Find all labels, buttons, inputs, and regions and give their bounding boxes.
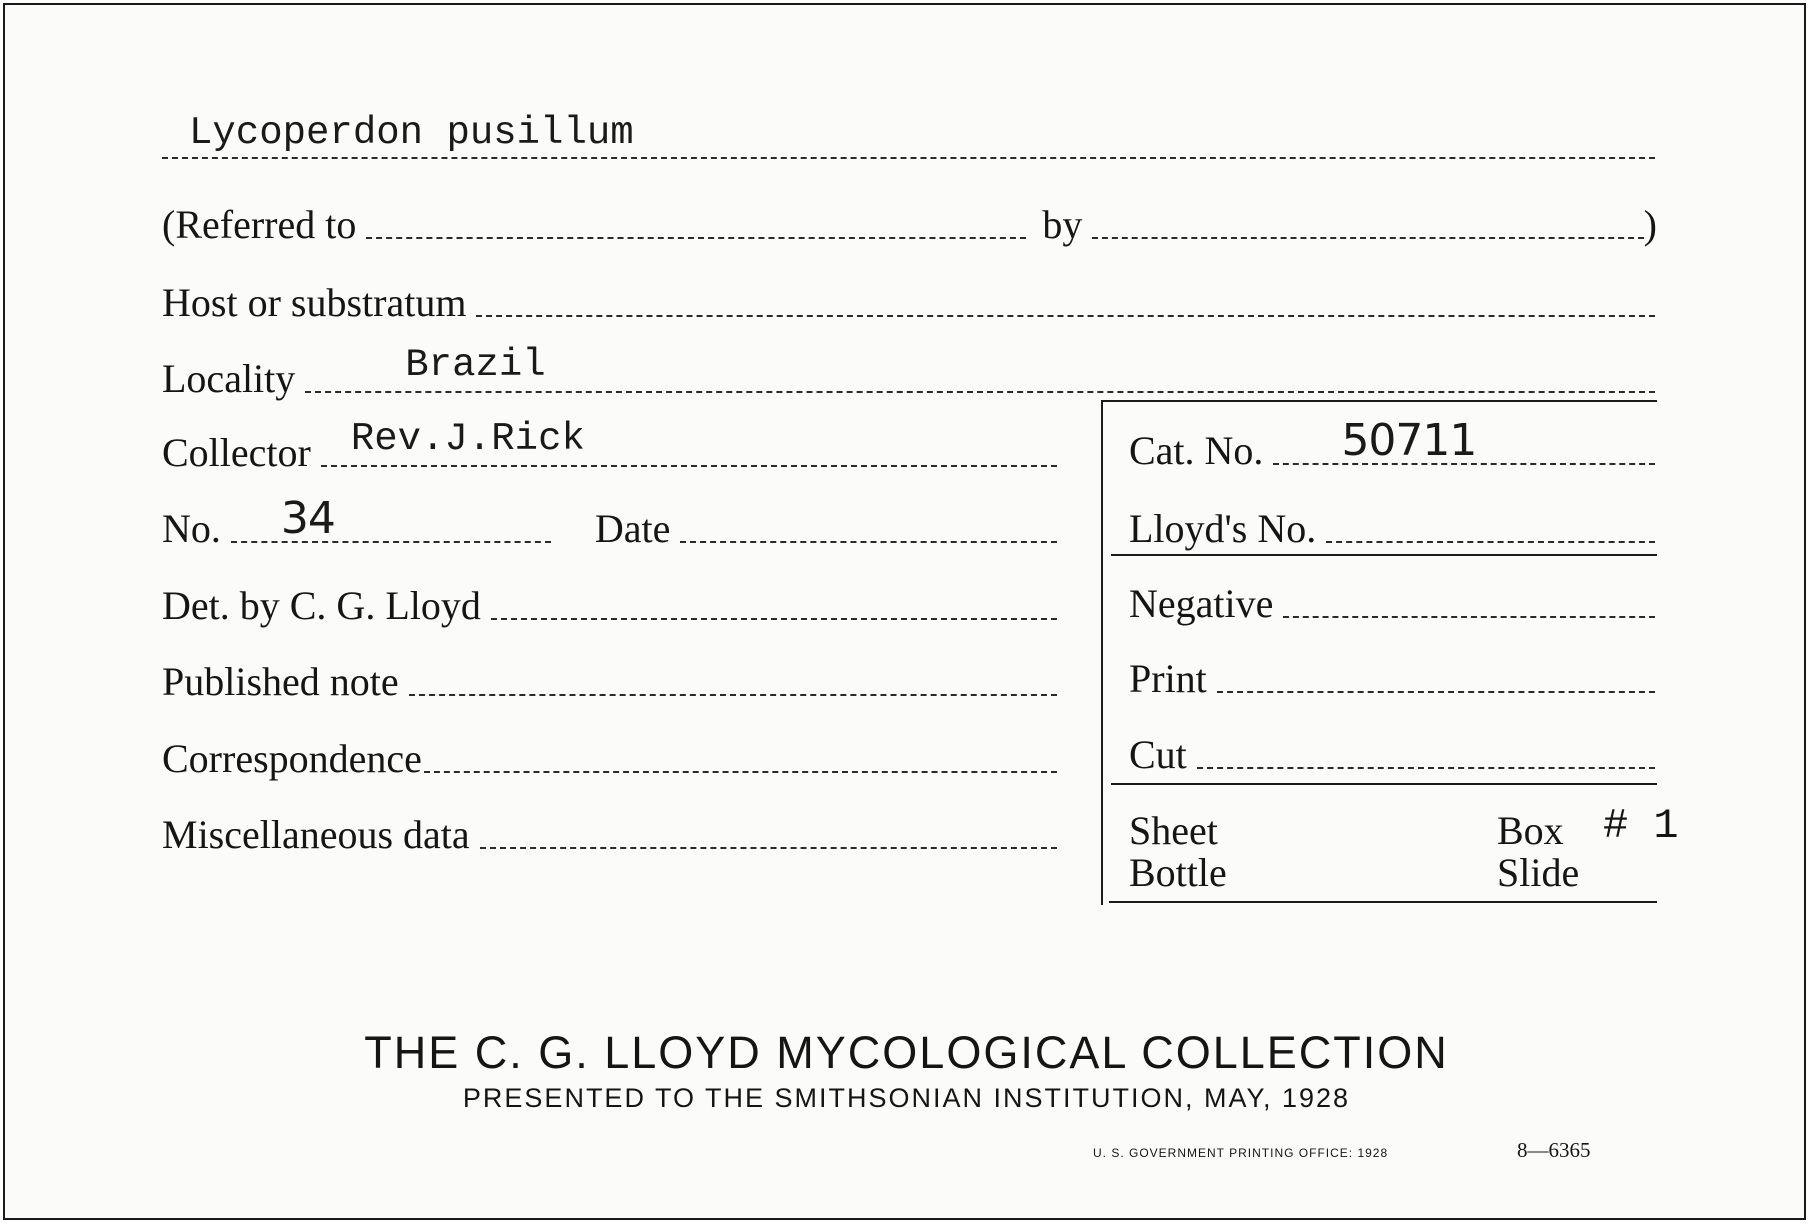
- right-box-bottom-rule: [1109, 901, 1657, 903]
- catalog-row: [1129, 415, 1655, 473]
- det-row: [162, 582, 1057, 626]
- right-box-rule-2: [1111, 783, 1657, 785]
- correspondence-row: [162, 735, 1057, 779]
- referred-by-field: [1092, 237, 1643, 239]
- correspondence-field: [424, 771, 1057, 773]
- negative-label: Negative: [1129, 581, 1274, 626]
- date-field: [680, 541, 1057, 543]
- specimen-card: [3, 3, 1806, 1220]
- misc-label: Miscellaneous data: [162, 812, 470, 857]
- collector-label: Collector: [162, 430, 311, 475]
- negative-row: [1129, 580, 1655, 624]
- collection-subtitle: PRESENTED TO THE SMITHSONIAN INSTITUTION, MAY, 1928: [462, 1083, 1351, 1113]
- host-row: [162, 279, 1655, 323]
- lloyds-row: [1129, 505, 1655, 549]
- box-label: Box: [1497, 808, 1564, 853]
- collector-value: Rev.J.Rick: [350, 417, 585, 461]
- locality-label: Locality: [162, 356, 296, 401]
- det-field: [491, 618, 1057, 620]
- number-field: [231, 493, 551, 544]
- bottle-label: Bottle: [1129, 850, 1227, 895]
- published-field: [409, 694, 1057, 696]
- host-label: Host or substratum: [162, 280, 467, 325]
- print-row: [1129, 655, 1655, 699]
- slide-label: Slide: [1497, 850, 1580, 895]
- locality-row: [162, 343, 1655, 401]
- published-row: [162, 658, 1057, 702]
- number-date-row: [162, 493, 1057, 551]
- number-label: No.: [162, 506, 221, 551]
- negative-field: [1283, 616, 1655, 618]
- catalog-value: 50711: [1341, 415, 1477, 466]
- published-label: Published note: [162, 659, 399, 704]
- correspondence-label: Correspondence: [162, 736, 422, 781]
- box-value: # 1: [1603, 802, 1679, 850]
- misc-row: [162, 811, 1057, 855]
- printer-imprint: U. S. GOVERNMENT PRINTING OFFICE: 1928: [1093, 1146, 1389, 1160]
- species-field: [162, 111, 1655, 159]
- sheet-label: Sheet: [1129, 808, 1218, 853]
- cut-label: Cut: [1129, 732, 1187, 777]
- referred-field: [366, 237, 1026, 239]
- right-box-top-rule: [1101, 400, 1657, 402]
- referred-close: ): [1643, 202, 1657, 247]
- cut-field: [1197, 767, 1655, 769]
- referred-label: (Referred to: [162, 202, 357, 247]
- lloyds-label: Lloyd's No.: [1129, 506, 1317, 551]
- lloyds-field: [1326, 541, 1655, 543]
- locality-value: Brazil: [405, 343, 546, 387]
- collector-row: [162, 417, 1057, 475]
- right-box-rule-1: [1111, 554, 1657, 556]
- host-field: [476, 315, 1655, 317]
- catalog-label: Cat. No.: [1129, 428, 1264, 473]
- referred-by-label: by: [1042, 202, 1083, 247]
- det-label: Det. by C. G. Lloyd: [162, 583, 481, 628]
- right-box-border: [1101, 400, 1103, 905]
- species-row: [162, 111, 1655, 165]
- species-name: Lycoperdon pusillum: [189, 111, 634, 155]
- referred-row: [162, 201, 1657, 245]
- number-value: 34: [280, 493, 335, 544]
- collection-title: THE C. G. LLOYD MYCOLOGICAL COLLECTION: [364, 1027, 1449, 1078]
- print-field: [1217, 691, 1655, 693]
- catalog-field: [1273, 415, 1655, 466]
- cut-row: [1129, 731, 1655, 775]
- print-label: Print: [1129, 656, 1207, 701]
- misc-field: [480, 847, 1057, 849]
- form-number: 8—6365: [1517, 1138, 1591, 1162]
- locality-field: [305, 343, 1655, 393]
- collector-field: [321, 417, 1057, 467]
- date-label: Date: [594, 506, 671, 551]
